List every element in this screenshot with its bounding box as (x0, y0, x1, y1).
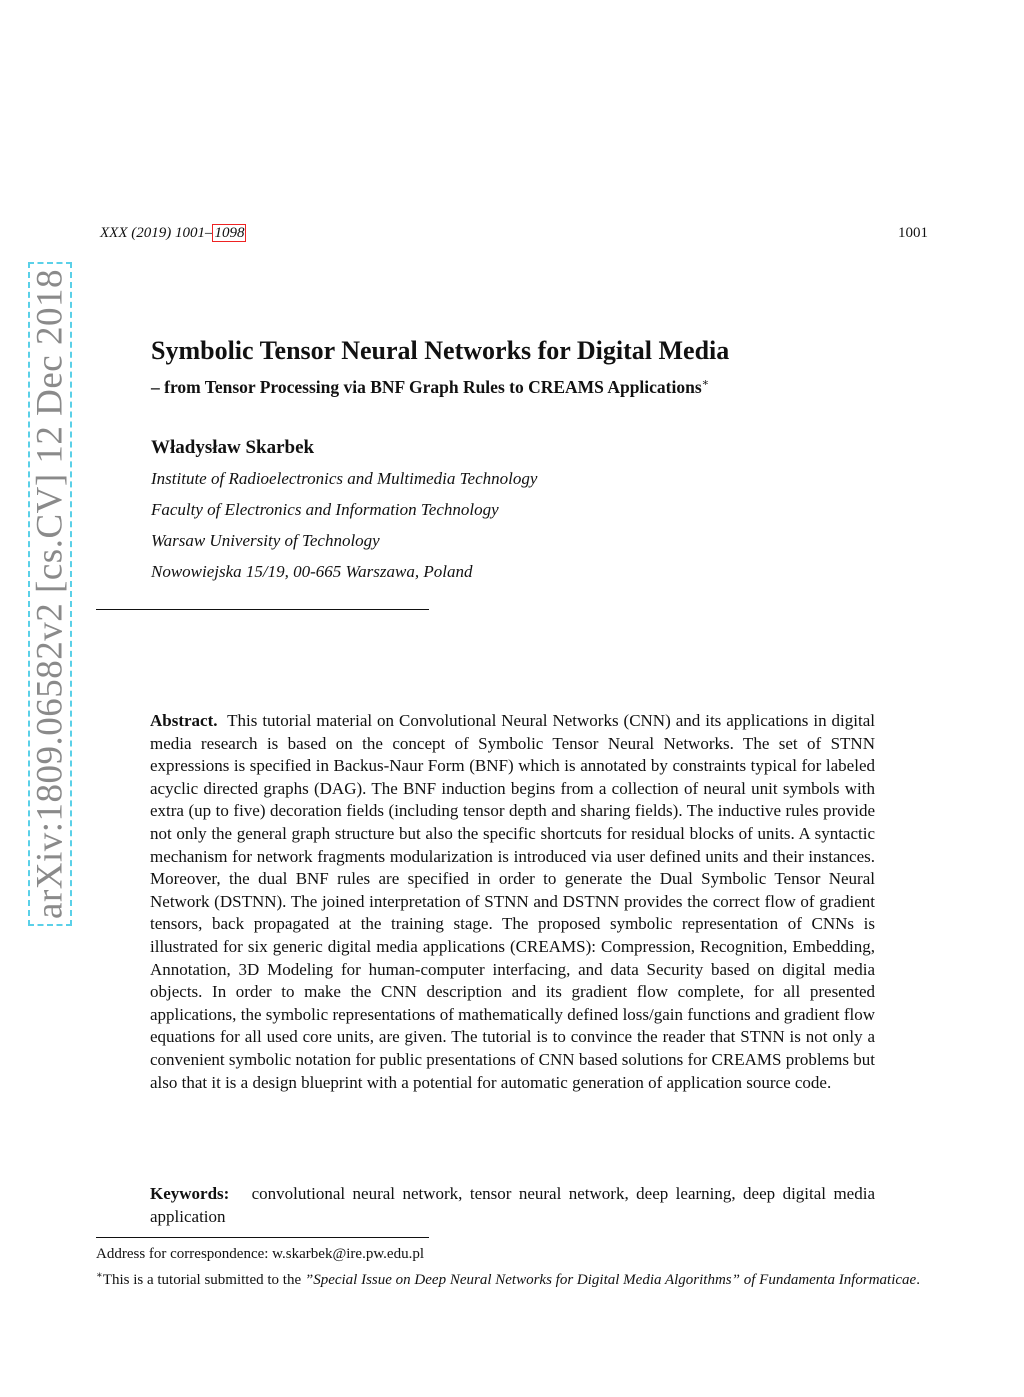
affiliation-line: Faculty of Electronics and Information Technology (151, 500, 499, 519)
journal-pages-prefix: XXX (2019) 1001– (100, 225, 213, 241)
arxiv-identifier: arXiv:1809.06582v2 [cs.CV] 12 Dec 2018 (29, 269, 71, 919)
footnote-of: of (739, 1272, 760, 1288)
footnote-mark: ∗ (96, 1270, 103, 1281)
keywords (150, 1183, 875, 1228)
affiliation-line: Nowowiejska 15/19, 00-665 Warszawa, Poland (151, 562, 473, 581)
arxiv-stamp[interactable] (28, 262, 72, 926)
journal-name: Fundamenta Informaticae (759, 1272, 917, 1288)
abstract (150, 710, 875, 1094)
affiliation-line: Institute of Radioelectronics and Multimedia Technology (151, 469, 538, 488)
footnote-prefix: This is a tutorial submitted to the (102, 1272, 305, 1288)
paper-title: Symbolic Tensor Neural Networks for Digital Media (151, 336, 730, 365)
special-issue-name: ”Special Issue on Deep Neural Networks for Digital Media Algorithms” (304, 1272, 740, 1288)
header-divider (96, 609, 429, 610)
footnote-end: . (916, 1272, 920, 1288)
abstract-label: Abstract. (150, 711, 218, 730)
footnote-divider (96, 1237, 429, 1238)
affiliation-line: Warsaw University of Technology (151, 531, 380, 550)
author-name: Władysław Skarbek (151, 437, 315, 458)
last-page-link[interactable]: 1098 (214, 225, 245, 241)
keywords-label: Keywords: (150, 1184, 230, 1203)
keywords-text: convolutional neural network, tensor neural network, deep learning, deep digital media application (150, 1184, 876, 1226)
running-head-citation (100, 225, 246, 242)
footnotes (96, 1244, 931, 1291)
abstract-text: This tutorial material on Convolutional Neural Networks (CNN) and its applications in digital media research is based on the concept of Symbolic Tensor Neural Networks. The set of STNN expressions is specified in Backus-Naur Form (BNF) which is annotated by constraints typical for labeled acyclic directed graphs (DAG). The BNF induction begins from a collection of neural unit symbols with extra (up to five) decoration fields (including tensor depth and sharing fields). The inductive rules provide not only the general graph structure but also the specific shortcuts for residual blocks of units. A syntactic mechanism for network fragments modularization is introduced via user defined units and their instances. Moreover, the dual BNF rules are specified in order to generate the Dual Symbolic Tensor Neural Network (DSTNN). The joined interpretation of STNN and DSTNN provides the correct flow of gradient tensors, back propagated at the training stage. The proposed symbolic representation of CNNs is illustrated for six generic digital media applications (CREAMS): Compression, Recognition, Embedding, Annotation, 3D Modeling for human-computer interfacing, and data Security based on digital media objects. In order to make the CNN description and its gradient flow complete, for all presented applications, the symbolic representations of mathematically defined loss/gain functions and gradient flow equations for all used core units, are given. The tutorial is to convince the reader that STNN is not only a convenient symbolic notation for public presentations of CNN based solutions for CREAMS problems but also that it is a design blueprint with a potential for automatic generation of application source code. (150, 711, 875, 1092)
correspondence-footnote: Address for correspondence: w.skarbek@ire.pw.edu.pl (96, 1246, 425, 1262)
paper-subtitle (151, 376, 709, 398)
subtitle-footnote-mark[interactable]: ∗ (701, 377, 710, 389)
tutorial-footnote (96, 1265, 931, 1291)
subtitle-text: – from Tensor Processing via BNF Graph Rules to CREAMS Applications (151, 376, 702, 397)
page-number: 1001 (898, 225, 928, 241)
